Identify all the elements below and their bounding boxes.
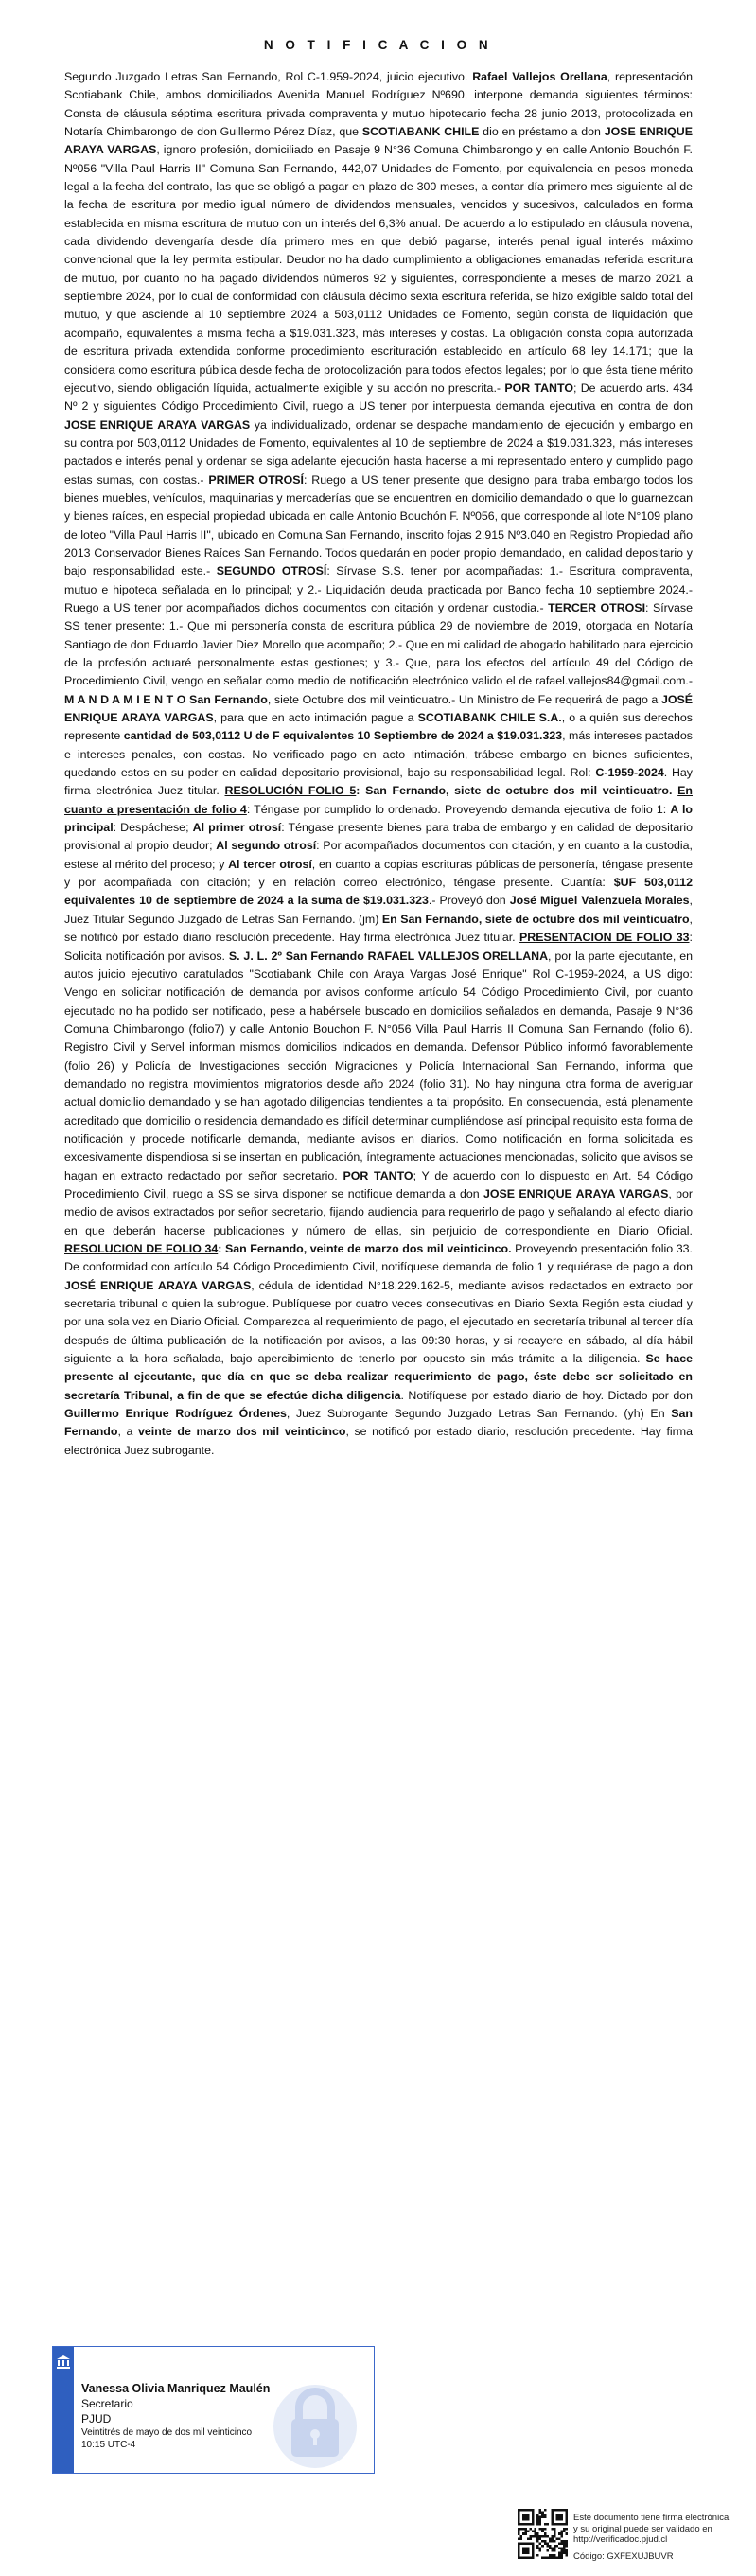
body-text-run: : Por acompañados documentos con citación, y en cuanto a la custodia, estese al mérito del proceso; y — [64, 839, 693, 871]
signature-details — [81, 2381, 270, 2451]
emphasized-text: Al tercer otrosí — [228, 857, 312, 871]
body-text-run: , por medio de avisos extractados por señor secretario, fijando audiencia para requerirlo de pago y señalando al efecto diario en que deberán hacerse publicaciones y número de ellas, sin perjuicio de correspondiente en Diario Oficial. — [64, 1186, 693, 1237]
body-text-run: , más intereses pactados e intereses penales, con costas. No verificado pago en acto intimación, trábese embargo en bienes suficientes, quedando estos en su poder en calidad depositario provisional, bajo su responsabilidad legal. Rol: — [64, 729, 694, 780]
body-text-run: , representación Scotiabank Chile, ambos domiciliados Avenida Manuel Rodríguez Nº690, interpone demanda siguientes términos: Consta de cláusula séptima escritura privada compraventa y mutuo hipotecario fecha 28 junio 2013, protocolizada en Notaría Chimbarongo de don Guillermo Pérez Díaz, que — [64, 70, 694, 139]
body-text-run: . Hay firma electrónica Juez titular. — [64, 766, 693, 798]
body-text-run: : Ruego a US tener presente que designo para traba embargo todos los bienes muebles, vehículos, maquinarias y mercaderías que se encuentren en domicilio demandado o que lo guarnezcan y bienes raíces, en especial propiedad ubicada en calle Antonio Bouchón F. Nº056, que corresponde al lote N°109 plano de loteo "Villa Paul Harris II", ubicado en Comuna San Fernando, inscrito fojas 2.915 Nº3.040 en Registro Propiedad año 2013 Conservador Bienes Raíces San Fernando. Todos quedarán en poder propio demandado, en calidad depositario y bajo responsabilidad este.- — [64, 472, 693, 578]
emphasized-text: SCOTIABANK CHILE — [361, 125, 480, 139]
building-icon — [56, 2354, 71, 2370]
signer-role: Secretario — [81, 2397, 133, 2410]
emphasized-text: JOSE ENRIQUE ARAYA VARGAS — [64, 125, 693, 157]
signature-time: 10:15 UTC-4 — [81, 2440, 136, 2450]
body-text-run: , siete Octubre dos mil veinticuatro.- Un Ministro de Fe requerirá de pago a — [267, 692, 661, 706]
verification-line-2: y su original puede ser validado en — [573, 2523, 712, 2534]
body-text-run: , a — [117, 1425, 138, 1439]
emphasized-text: A lo principal — [64, 802, 693, 835]
body-text-run: , Juez Subrogante Segundo Juzgado Letras San Fernando. (yh) En — [286, 1407, 672, 1421]
emphasized-text: JOSE ENRIQUE ARAYA VARGAS — [64, 417, 251, 432]
body-text-run: , Juez Titular Segundo Juzgado de Letras San Fernando. (jm) — [64, 894, 693, 926]
emphasized-text: SCOTIABANK CHILE S.A. — [417, 711, 562, 725]
body-text-run: , o a quién sus derechos represente — [64, 711, 693, 743]
body-text-run: . Notifíquese por estado diario de hoy. Dictado por don — [400, 1388, 693, 1402]
emphasized-text: cantidad de 503,0112 U de F equivalentes 10 Septiembre de 2024 a $19.031.323 — [123, 729, 563, 743]
verification-note — [573, 2513, 748, 2562]
emphasized-text: POR TANTO — [343, 1168, 413, 1182]
body-text-run: : Despáchese; — [113, 821, 193, 835]
signer-name: Vanessa Olivia Manriquez Maulén — [81, 2382, 271, 2395]
emphasized-text: Al primer otrosí — [192, 821, 282, 835]
emphasized-text: $UF 503,0112 equivalentes 10 de septiembre de 2024 a la suma de $19.031.323 — [64, 876, 693, 908]
emphasized-text: José Miguel Valenzuela Morales — [509, 894, 690, 908]
body-text-run: , para que en acto intimación pague a — [213, 711, 418, 725]
emphasized-text: Al segundo otrosí — [216, 839, 317, 853]
document-body — [64, 68, 693, 1460]
verification-line-1: Este documento tiene firma electrónica — [573, 2513, 730, 2523]
emphasized-text: S. J. L. 2º San Fernando RAFAEL VALLEJOS ORELLANA — [228, 949, 549, 963]
emphasized-text: M A N D A M I E N T O — [64, 692, 186, 706]
signature-date: Veintitrés de mayo de dos mil veinticinco — [81, 2427, 253, 2438]
emphasized-text: : San Fernando, veinte de marzo dos mil veinticinco. — [218, 1242, 512, 1255]
emphasized-text: TERCER OTROSI — [548, 600, 646, 614]
body-text-run: , se notificó por estado diario resolución precedente. Hay firma electrónica Juez titular. — [64, 912, 693, 945]
emphasized-text: JOSE ENRIQUE ARAYA VARGAS — [483, 1186, 669, 1200]
body-paragraph — [64, 68, 693, 1460]
body-text-run: Proveyendo presentación folio 33. De conformidad con artículo 54 Código Procedimiento Civil, notifíquese demanda de folio 1 y requiérase de pago a don — [64, 1242, 693, 1274]
body-text-run: .- Proveyó don — [428, 894, 510, 908]
emphasized-text: POR TANTO — [504, 381, 573, 395]
emphasized-text: Rafael Vallejos Orellana — [472, 70, 607, 83]
body-text-run: : Solicita notificación por avisos. — [64, 931, 693, 963]
signer-org: PJUD — [81, 2412, 112, 2425]
emphasized-text: RESOLUCION DE FOLIO 34 — [64, 1242, 219, 1255]
body-text-run: ; De acuerdo arts. 434 Nº 2 y siguientes Código Procedimiento Civil, ruego a US tener por interpuesta demanda ejecutiva en contra de don — [64, 381, 693, 414]
signature-sidebar — [53, 2347, 74, 2473]
emphasized-text: Guillermo Enrique Rodríguez Órdenes — [64, 1407, 287, 1421]
body-text-run: : Sírvase SS tener presente: 1.- Que mi personería consta de escritura pública 29 de noviembre de 2019, otorgada en Notaría Santiago de don Eduardo Javier Diez Morello que acompaño; 2.- Que en mi calidad de abogado habilitado para ejercicio de la profesión actuaré personalmente estas gestiones; y 3.- Que, para los efectos del artículo 49 del Código de Procedimiento Civil, vengo en señalar como medio de notificación electrónico valido el de rafael.vallejos84@gmail.com.- — [64, 600, 693, 688]
body-text-run: , se notificó por estado diario, resolución precedente. Hay firma electrónica Juez subrogante. — [64, 1425, 693, 1457]
body-text-run: dio en préstamo a don — [479, 125, 605, 139]
lock-seal-icon — [271, 2368, 360, 2472]
emphasized-text: : San Fernando, siete de octubre dos mil veinticuatro. — [356, 784, 678, 798]
emphasized-text: veinte de marzo dos mil veinticinco — [138, 1425, 346, 1439]
emphasized-text: En San Fernando, siete de octubre dos mil veinticuatro — [381, 912, 690, 926]
qr-code-icon — [518, 2509, 568, 2559]
emphasized-text: SEGUNDO OTROSÍ — [216, 564, 327, 578]
emphasized-text: C-1959-2024 — [595, 766, 664, 780]
body-text-run: : Téngase por cumplido lo ordenado. Proveyendo demanda ejecutiva de folio 1: — [246, 802, 671, 816]
body-text-run: , cédula de identidad N°18.229.162-5, mediante avisos redactados en extracto por secretaria tribunal o quien la subrogue. Publíquese por cuatro veces consecutivas en Diario Sexta Región esta ciudad y por una sola vez en Diario Oficial. Comparezca al requerimiento de pago, el ejecutado en secretaría tribunal al tercer día después de última publicación de la notificación por avisos, a las 09:30 horas, y si recayere en sábado, al día hábil siguiente a la hora señalada, bajo apercibimiento de tenerlo por opuesto sin más trámite a la diligencia. — [64, 1278, 694, 1366]
body-text-run: , ignoro profesión, domiciliado en Pasaje 9 N°36 Comuna Chimbarongo y en calle Antonio Bouchón F. Nº056 "Villa Paul Harris II" Comuna San Fernando, 442,07 Unidades de Fomento, por equivalencia en pesos moneda legal a la fecha del contrato, las que se obligó a pagar en plazo de 300 meses, a contar día primero mes siguiente al de la fecha de escritura por medio igual número de dividendos mensuales, vencidos y sucesivos, calculados en forma establecida en misma escritura de mutuo con un interés del 6,3% anual. De acuerdo a lo estipulado en cláusula novena, cada dividendo devengaría desde día primero mes en que debió pagarse, interés penal igual interés máximo convencional que la ley permita estipular. Deudor no ha dado cumplimiento a obligaciones emanadas referida escritura de mutuo, por cuanto no ha pagado dividendos números 92 y siguientes, correspondiente a meses de marzo 2021 a septiembre 2024, por lo cual de conformidad con cláusula décimo sexta escritura referida, se hizo exigible saldo total del mutuo, y que asciende al 10 septiembre 2024 a 503,0112 Unidades de Fomento, según consta de liquidación que acompaño, equivalentes a misma fecha a $19.031.323, más intereses y costas. La obligación consta copia autorizada de escritura privada extendida conforme procedimiento escrituración establecido en artículo 68 ley 14.171; que la considera como escritura pública desde fecha de protocolización para todos efectos legales; por lo que ésta tiene mérito ejecutivo, siendo obligación líquida, actualmente exigible y su acción no prescrita.- — [64, 143, 693, 395]
body-text-run: , por la parte ejecutante, en autos juicio ejecutivo caratulados "Scotiabank Chile con Araya Vargas José Enrique" Rol C-1959-2024, a US digo: Vengo en solicitar notificación de demanda por avisos conforme artículo 54 Código Procedimiento Civil, por cuanto ejecutado no ha podido ser notificado, pese a habérsele buscado en domicilios señalados en demanda, Pasaje 9 N°36 Comuna Chimbarongo (folio7) y calle Antonio Bouchon F. N°056 Villa Paul Harris II Comuna San Fernando (folio 6). Registro Civil y Servel informan mismos domicilios indicados en demanda. Defensor Público informó favorablemente (folio 26) y Policía de Investigaciones sección Migraciones y Policía Internacional San Fernando, informa que demandado no registra movimientos migratorios desde año 2024 (folio 31). No hay ninguna otra forma de averiguar actual domicilio demandado y se han agotado diligencias tendientes a tal propósito. En consecuencia, está plenamente acreditado que domicilio o residencia demandado es difícil determinar cumpliéndose así principal requisito esta forma de notificación y procede notificarle demanda, mediante avisos en diarios. Como notificación en forma solicitada es excesivamente dispendiosa si se insertan en publicación, íntegramente actuaciones mencionadas, solicito que avisos se hagan en extracto redactado por señor secretario. — [64, 949, 693, 1182]
body-text-run: , en cuanto a copias escrituras públicas de personería, téngase presente y por acompañada con citación; y en relación correo electrónico, téngase presente. Cuantía: — [64, 857, 693, 890]
verification-url: http://verificadoc.pjud.cl — [573, 2534, 668, 2545]
emphasized-text: San Fernando — [64, 1407, 694, 1439]
body-text-run: : Téngase presente bienes para traba de embargo y en calidad de depositario provisional al propio deudor; — [64, 821, 693, 853]
verification-code: Código: GXFEXUJBUVR — [573, 2550, 674, 2562]
emphasized-text: San Fernando — [185, 692, 268, 706]
emphasized-text: RESOLUCIÓN FOLIO 5 — [224, 784, 357, 798]
emphasized-text: PRESENTACION DE FOLIO 33 — [519, 931, 690, 945]
body-text-run: ya individualizado, ordenar se despache mandamiento de ejecución y embargo en su contra por 503,0112 Unidades de Fomento, equivalentes al 10 de septiembre de 2024 a $19.031.323, más intereses pactados e interés penal y ordenar se siga adelante ejecución hasta hacerse a mi representado entero y cumplido pago estas sumas, con costas.- — [64, 417, 693, 487]
emphasized-text: En cuanto a presentación de folio 4 — [64, 784, 693, 816]
body-text-run: ; Y de acuerdo con lo dispuesto en Art. 54 Código Procedimiento Civil, ruego a SS se sirva disponer se notifique demanda a don — [64, 1168, 693, 1200]
emphasized-text: PRIMER OTROSÍ — [208, 472, 304, 487]
body-text-run: Segundo Juzgado Letras San Fernando, Rol C-1.959-2024, juicio ejecutivo. — [64, 70, 473, 83]
document-title: N O T I F I C A C I O N — [263, 38, 493, 52]
emphasized-text: JOSÉ ENRIQUE ARAYA VARGAS — [64, 1278, 252, 1292]
emphasized-text: Se hace presente al ejecutante, que día en que se deba realizar requerimiento de pago, éste debe ser solicitado en secretaría Tribunal, a fin de que se efectúe dicha diligencia — [64, 1352, 693, 1402]
electronic-signature-box — [52, 2346, 375, 2474]
body-text-run: : Sírvase S.S. tener por acompañadas: 1.- Escritura compraventa, mutuo e hipoteca señalada en lo principal; y 2.- Liquidación deuda practicada por Banco fecha 10 septiembre 2024.- Ruego a US tener por acompañados dichos documentos con citación y ordenar custodia.- — [64, 564, 693, 614]
emphasized-text: JOSÉ ENRIQUE ARAYA VARGAS — [64, 692, 693, 725]
